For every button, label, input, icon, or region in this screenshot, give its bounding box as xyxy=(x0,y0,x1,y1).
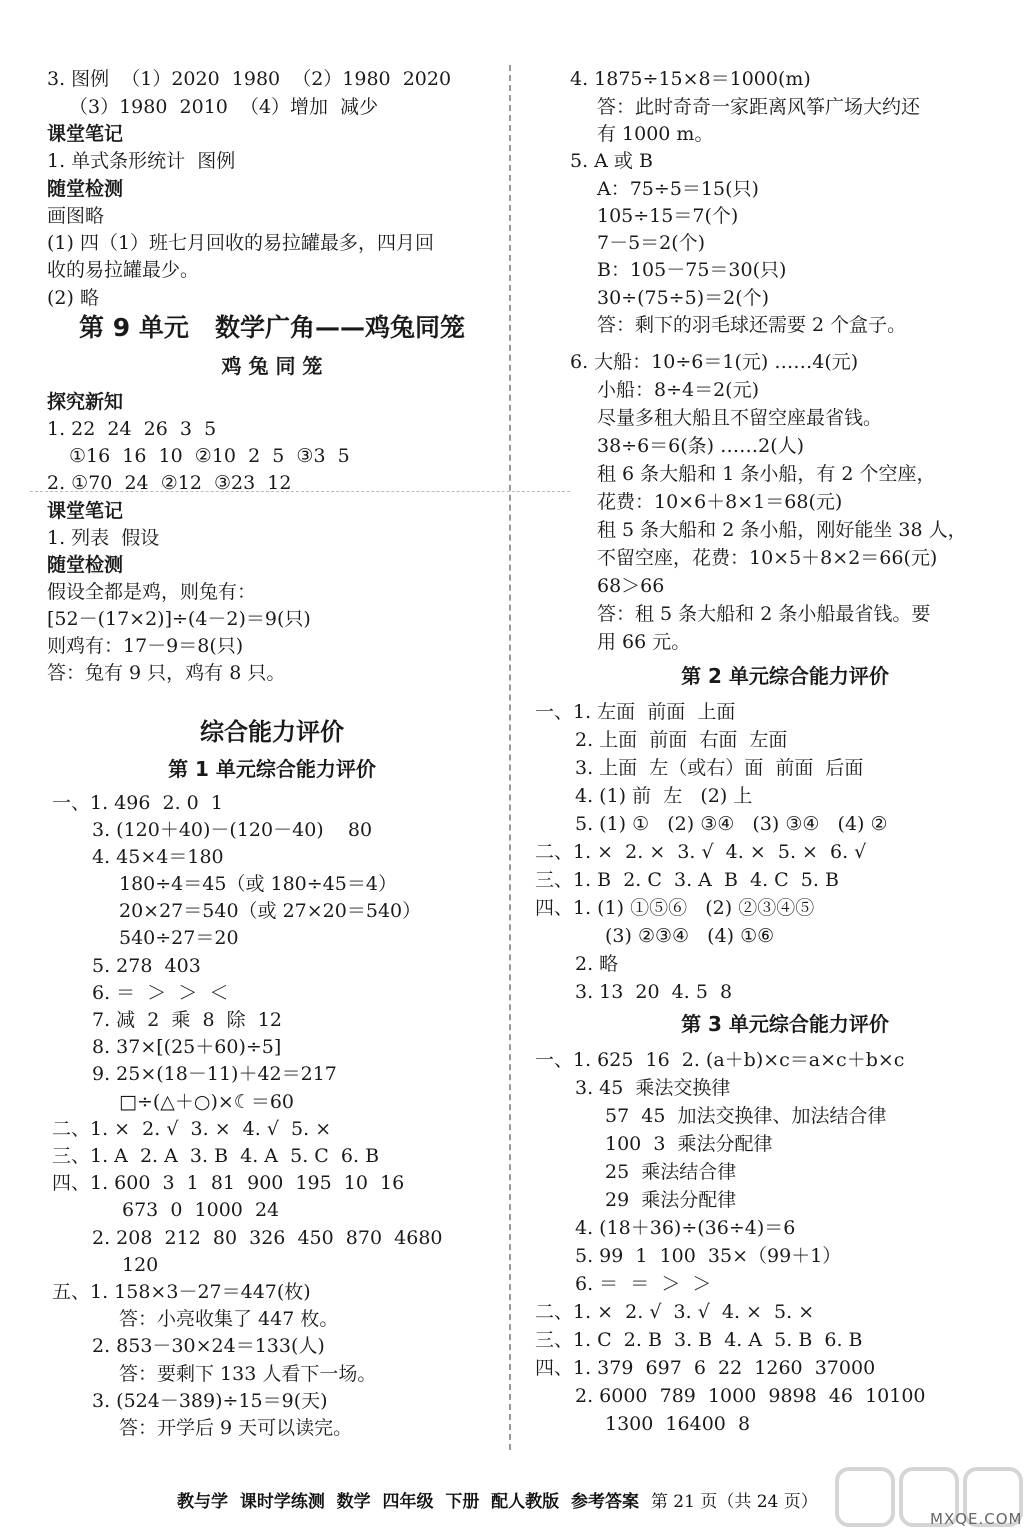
fold-line xyxy=(30,491,570,492)
answer-line: 假设全都是鸡，则兔有： xyxy=(47,581,257,603)
answer-line: 2. 208 212 80 326 450 870 4680 xyxy=(92,1227,443,1249)
answer-line: 6. ＝ ＝ ＞ ＞ xyxy=(575,1273,712,1295)
answer-line: 1300 16400 8 xyxy=(605,1413,751,1435)
answer-line: 5. (1) ① (2) ③④ (3) ③④ (4) ② xyxy=(575,813,888,835)
answer-line: 则鸡有：17－9＝8(只) xyxy=(47,635,244,657)
answer-line: 57 45 加法交换律、加法结合律 xyxy=(605,1105,887,1127)
answer-line: 四、1. 600 3 1 81 900 195 10 16 xyxy=(52,1172,405,1194)
answer-line: 5. 99 1 100 35×（99＋1） xyxy=(575,1245,842,1267)
answer-line: 3. 上面 左（或右）面 前面 后面 xyxy=(575,757,864,779)
answer-line: 38÷6＝6(条) ……2(人) xyxy=(597,435,805,457)
answer-line: 105÷15＝7(个) xyxy=(597,205,739,227)
answer-line: 4. (18＋36)÷(36÷4)＝6 xyxy=(575,1217,796,1239)
answer-line: 4. 45×4＝180 xyxy=(92,846,224,868)
answer-line: 小船：8÷4＝2(元) xyxy=(597,379,760,401)
answer-line: 四、1. (1) ①⑤⑥ (2) ②③④⑤ xyxy=(535,897,815,919)
answer-line: 7－5＝2(个) xyxy=(597,232,706,254)
answer-line: 三、1. A 2. A 3. B 4. A 5. C 6. B xyxy=(52,1145,380,1167)
answer-line: 二、1. × 2. √ 3. × 4. √ 5. × xyxy=(52,1118,332,1140)
answer-line: (3) ②③④ (4) ①⑥ xyxy=(605,925,775,947)
answer-line: 180÷4＝45（或 180÷45＝4） xyxy=(119,873,397,895)
unit9-title: 第 9 单元 数学广角——鸡兔同笼 xyxy=(79,313,465,342)
section-label: 课堂笔记 xyxy=(47,500,124,522)
section-label: 随堂检测 xyxy=(47,178,124,200)
answer-line: 25 乘法结合律 xyxy=(605,1161,737,1183)
answer-line: 2. 853－30×24＝133(人) xyxy=(92,1335,325,1357)
watermark-text: MXQE.COM xyxy=(930,1510,1023,1528)
footer-page-number: 第 21 页（共 24 页） xyxy=(650,1492,818,1512)
answer-line: （3）1980 2010 （4）增加 减少 xyxy=(69,96,379,118)
answer-line: 673 0 1000 24 xyxy=(122,1199,280,1221)
answer-line: 三、1. C 2. B 3. B 4. A 5. B 6. B xyxy=(535,1329,863,1351)
section-label: 课堂笔记 xyxy=(47,123,124,145)
answer-line: 3. 13 20 4. 5 8 xyxy=(575,981,733,1003)
answer-line: 不留空座，花费：10×5＋8×2＝66(元) xyxy=(597,547,938,569)
footer-series: 教与学 课时学练测 数学 四年级 下册 配人教版 参考答案 xyxy=(177,1492,640,1512)
answer-line: 一、1. 496 2. 0 1 xyxy=(52,792,223,814)
answer-line: 540÷27＝20 xyxy=(119,927,239,949)
answer-line: 四、1. 379 697 6 22 1260 37000 xyxy=(535,1357,876,1379)
answer-line: 1. 单式条形统计 图例 xyxy=(47,150,236,172)
answer-line: 一、1. 625 16 2. (a＋b)×c＝a×c＋b×c xyxy=(535,1049,905,1071)
answer-line: 8. 37×[(25＋60)÷5] xyxy=(92,1036,282,1058)
answer-line: 1. 列表 假设 xyxy=(47,527,160,549)
answer-line: 花费：10×6＋8×1＝68(元) xyxy=(597,491,843,513)
answer-line: 答：剩下的羽毛球还需要 2 个盒子。 xyxy=(597,314,907,336)
answer-line: 9. 25×(18－11)＋42＝217 xyxy=(92,1063,337,1085)
answer-line: 2. 6000 789 1000 9898 46 10100 xyxy=(575,1385,926,1407)
answer-line: A：75÷5＝15(只) xyxy=(597,178,759,200)
answer-line: (1) 四（1）班七月回收的易拉罐最多，四月回 xyxy=(47,232,435,254)
answer-line: 5. A 或 B xyxy=(570,150,653,172)
answer-line: 答：要剩下 133 人看下一场。 xyxy=(119,1363,377,1385)
answer-line: 答：兔有 9 只，鸡有 8 只。 xyxy=(47,662,286,684)
answer-line: 3. 45 乘法交换律 xyxy=(575,1077,731,1099)
page-footer xyxy=(177,1487,818,1512)
answer-line: 7. 减 2 乘 8 除 12 xyxy=(92,1009,282,1031)
answer-line: 3. (524－389)÷15＝9(天) xyxy=(92,1390,328,1412)
column-divider xyxy=(509,65,511,1450)
section-label: 随堂检测 xyxy=(47,554,124,576)
answer-line: 4. (1) 前 左 (2) 上 xyxy=(575,785,753,807)
answer-line: 3. (120＋40)－(120－40) 80 xyxy=(92,819,373,841)
answer-line: [52－(17×2)]÷(4－2)＝9(只) xyxy=(47,608,311,630)
unit2-eval-title: 第 2 单元综合能力评价 xyxy=(681,664,889,688)
answer-line: 2. 上面 前面 右面 左面 xyxy=(575,729,788,751)
answer-line: 68＞66 xyxy=(597,575,665,597)
answer-line: 答：租 5 条大船和 2 条小船最省钱。要 xyxy=(597,603,931,625)
answer-line: 30÷(75÷5)＝2(个) xyxy=(597,287,770,309)
answer-line: 三、1. B 2. C 3. A B 4. C 5. B xyxy=(535,869,839,891)
answer-line: 一、1. 左面 前面 上面 xyxy=(535,701,736,723)
answer-line: 租 5 条大船和 2 条小船，刚好能坐 38 人， xyxy=(597,519,967,541)
answer-line: 收的易拉罐最少。 xyxy=(47,259,200,281)
answer-line: 6. ＝ ＞ ＞ ＜ xyxy=(92,982,229,1004)
answer-line: □÷(△＋○)×☾＝60 xyxy=(119,1091,295,1113)
answer-line: 5. 278 403 xyxy=(92,955,201,977)
answer-line: 4. 1875÷15×8＝1000(m) xyxy=(570,68,811,90)
answer-line: 二、1. × 2. √ 3. √ 4. × 5. × xyxy=(535,1301,815,1323)
answer-line: (2) 略 xyxy=(47,287,99,309)
answer-line: ①16 16 10 ②10 2 5 ③3 5 xyxy=(69,445,350,467)
unit1-eval-title: 第 1 单元综合能力评价 xyxy=(168,757,376,781)
answer-line: 二、1. × 2. × 3. √ 4. × 5. × 6. √ xyxy=(535,841,867,863)
answer-line: 有 1000 m。 xyxy=(597,123,714,145)
answer-line: 答：开学后 9 天可以读完。 xyxy=(119,1417,353,1439)
answer-line: 6. 大船：10÷6＝1(元) ……4(元) xyxy=(570,351,859,373)
answer-line: 租 6 条大船和 1 条小船，有 2 个空座， xyxy=(597,463,936,485)
answer-line: 画图略 xyxy=(47,205,105,227)
answer-line: 2. 略 xyxy=(575,953,619,975)
answer-line: 答：此时奇奇一家距离风筝广场大约还 xyxy=(597,96,921,118)
answer-line: 120 xyxy=(122,1254,159,1276)
answer-line: 20×27＝540（或 27×20＝540） xyxy=(119,900,422,922)
answer-line: 100 3 乘法分配律 xyxy=(605,1133,773,1155)
answer-line: 尽量多租大船且不留空座最省钱。 xyxy=(597,407,883,429)
section-label: 探究新知 xyxy=(47,391,124,413)
answer-line: 五、1. 158×3－27＝447(枚) xyxy=(52,1281,311,1303)
answer-line: 3. 图例 （1）2020 1980 （2）1980 2020 xyxy=(47,68,452,90)
unit9-subtitle: 鸡 兔 同 笼 xyxy=(221,354,323,378)
answer-line: 用 66 元。 xyxy=(597,631,691,653)
answer-line: 29 乘法分配律 xyxy=(605,1189,737,1211)
eval-title: 综合能力评价 xyxy=(200,718,344,746)
answer-line: 1. 22 24 26 3 5 xyxy=(47,418,217,440)
answer-line: 2. ①70 24 ②12 ③23 12 xyxy=(47,472,292,494)
answer-line: 答：小亮收集了 447 枚。 xyxy=(119,1308,339,1330)
answer-line: B：105－75＝30(只) xyxy=(597,259,787,281)
unit3-eval-title: 第 3 单元综合能力评价 xyxy=(681,1012,889,1036)
